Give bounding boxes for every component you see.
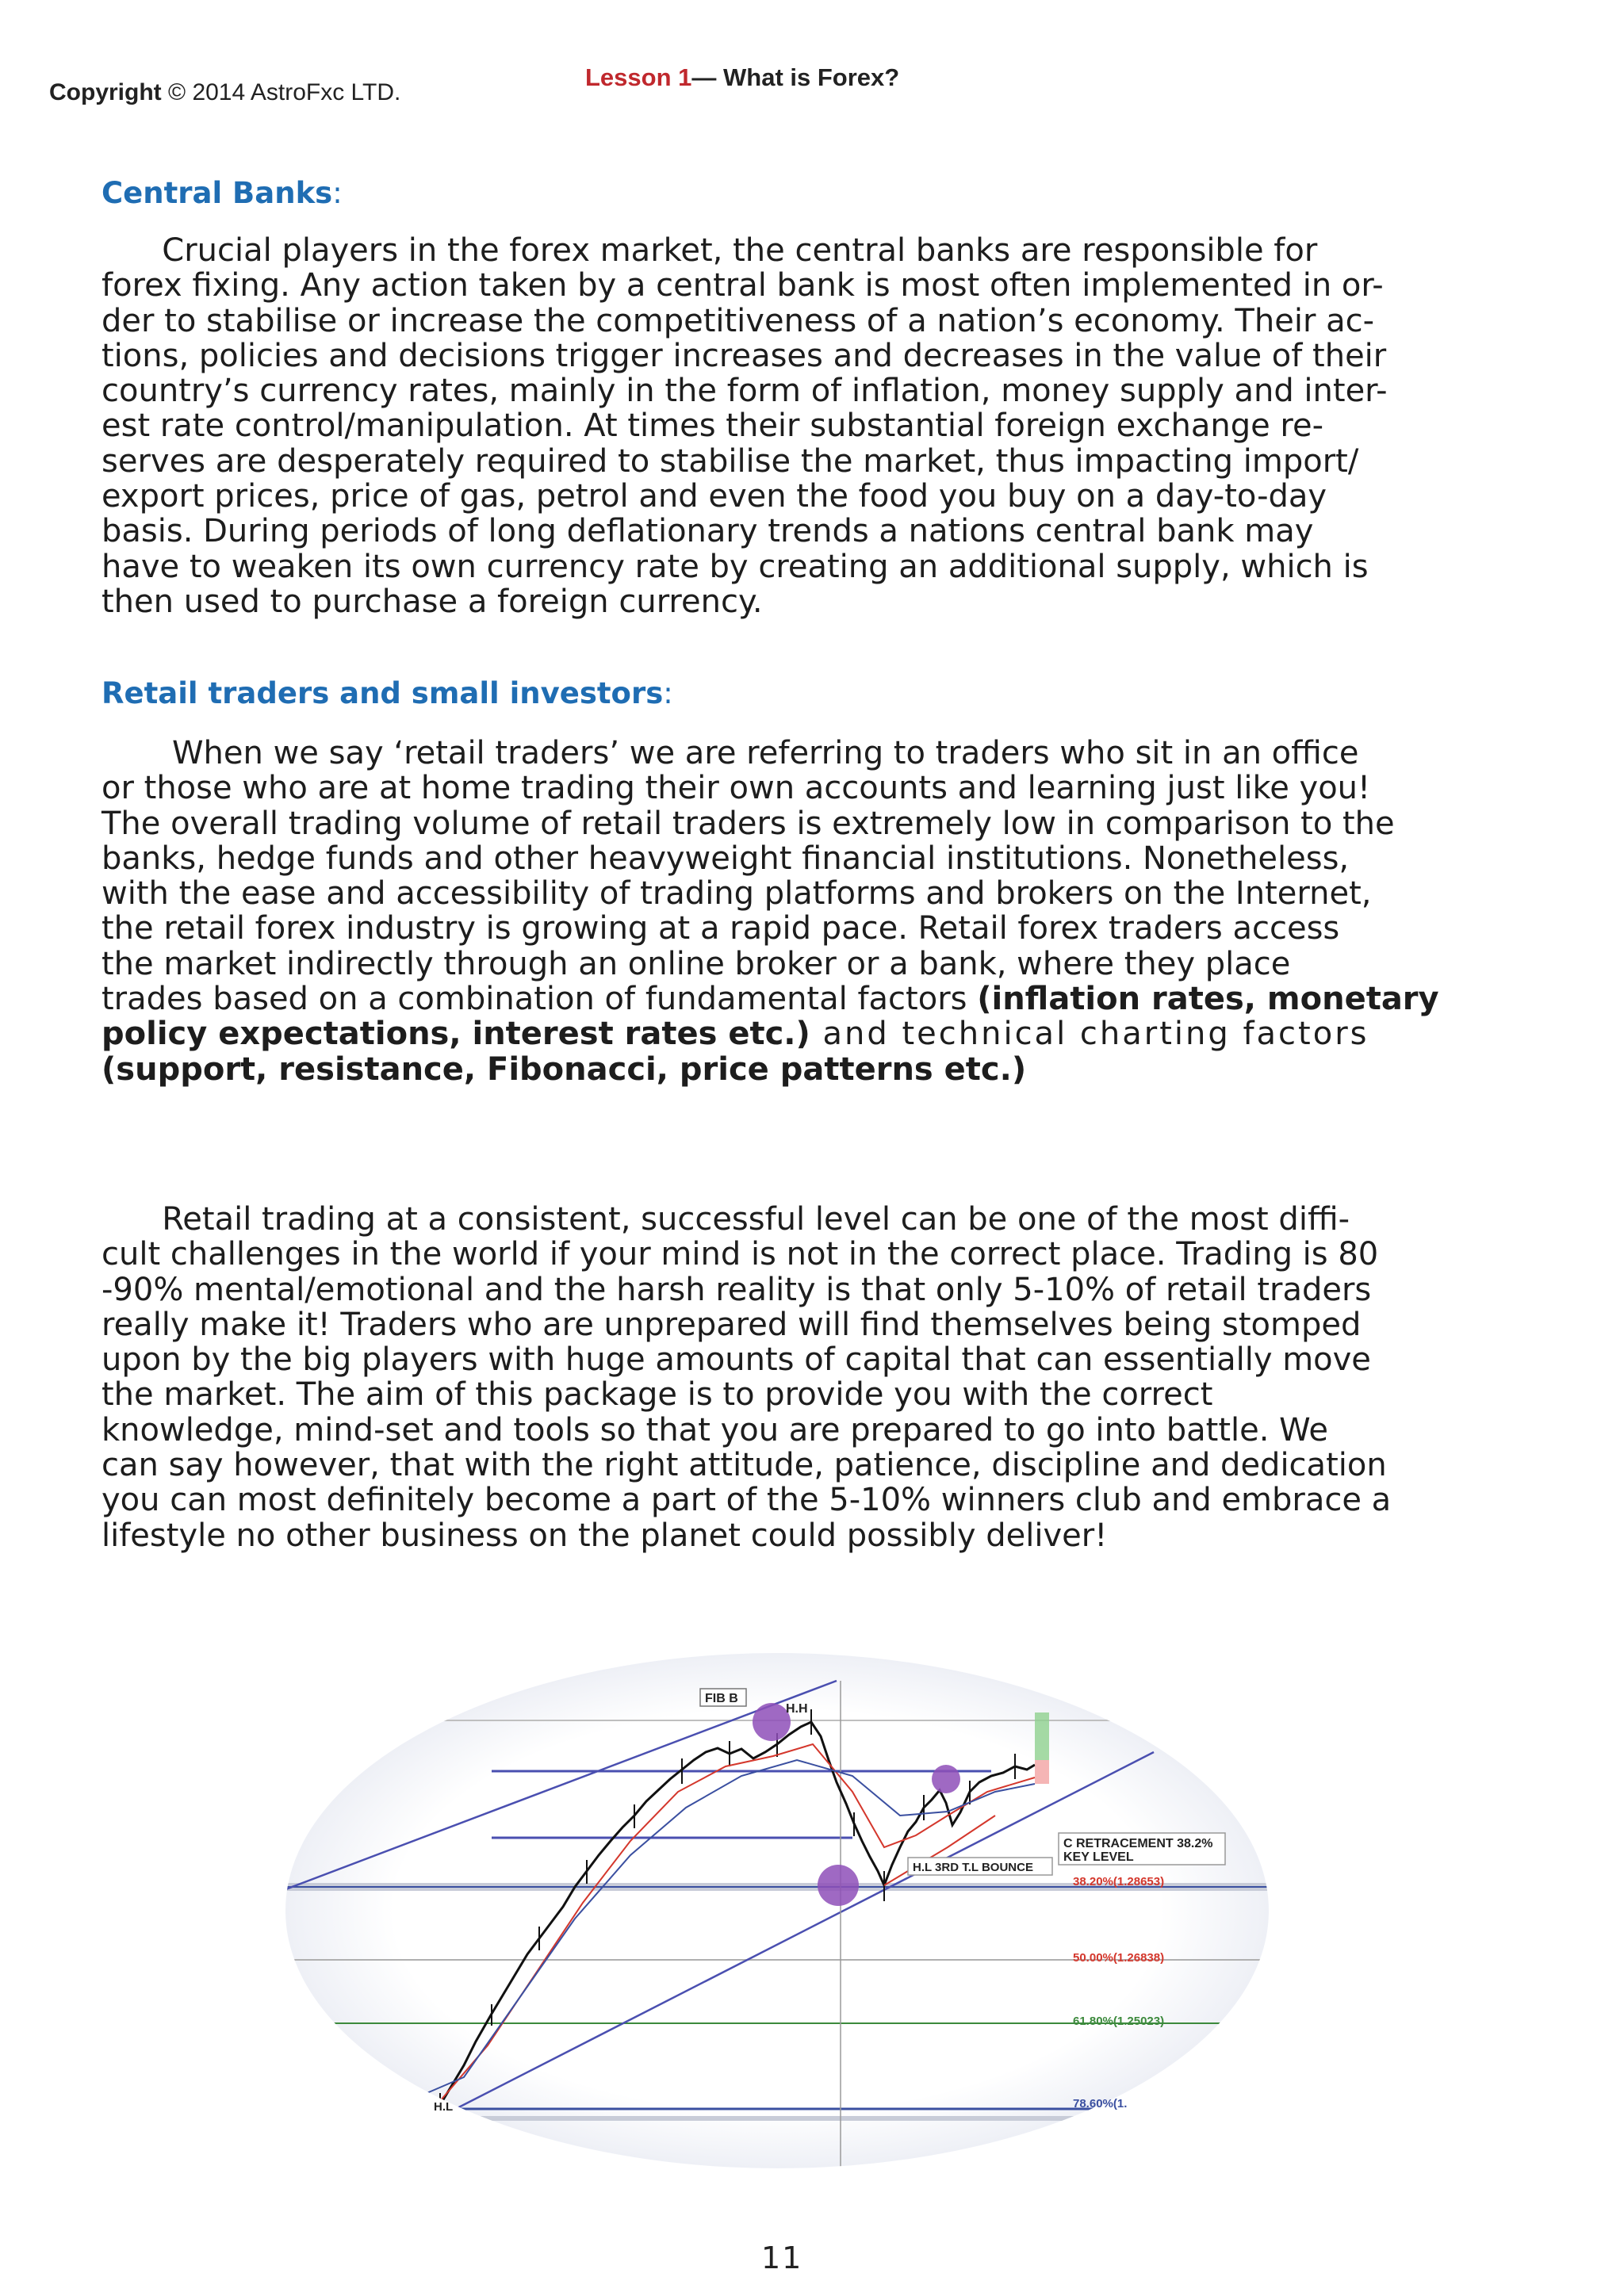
- higher-low-label: H.L: [434, 2100, 454, 2114]
- copyright-notice: [49, 79, 400, 106]
- text-line: [102, 982, 1465, 1016]
- bounce-label: H.L 3RD T.L BOUNCE: [913, 1861, 1033, 1874]
- text-line: The overall trading volume of retail traders is extremely low in comparison to the: [102, 805, 1395, 842]
- copyright-text: © 2014 AstroFxc LTD.: [168, 79, 401, 105]
- text-line: serves are desperately required to stabilise the market, thus impacting import/: [102, 442, 1359, 480]
- text-line: you can most definitely become a part of the 5-10% winners club and embrace a: [102, 1482, 1392, 1519]
- text-line: with the ease and accessibility of trading platforms and brokers on the Internet,: [102, 875, 1372, 913]
- text-line: -90% mental/emotional and the harsh reality is that only 5-10% of retail traders: [102, 1271, 1372, 1308]
- text-bold: (inflation rates, monetary: [977, 981, 1439, 1018]
- text-line: [102, 1052, 1465, 1087]
- retracement-label: C RETRACEMENT 38.2%: [1063, 1837, 1213, 1850]
- higher-high-marker: [753, 1703, 791, 1741]
- bullish-candle-projection: [1035, 1712, 1049, 1760]
- text-line: forex fixing. Any action taken by a central bank is most often implemented in or-: [102, 267, 1384, 304]
- text-line: Retail trading at a consistent, successful level can be one of the most diffi-: [102, 1201, 1350, 1238]
- central-banks-paragraph: [102, 233, 1465, 619]
- text-line: country’s currency rates, mainly in the form of inflation, money supply and inter-: [102, 373, 1388, 410]
- fib-b-label: FIB B: [705, 1692, 738, 1705]
- text-line: basis. During periods of long deflationary trends a nations central bank may: [102, 513, 1314, 550]
- text-line: knowledge, mind-set and tools so that you are prepared to go into battle. We: [102, 1411, 1328, 1448]
- retail-traders-heading: [102, 676, 673, 710]
- text-line: tions, policies and decisions trigger increases and decreases in the value of their: [102, 337, 1387, 374]
- retail-traders-paragraph: [102, 736, 1465, 1087]
- text-line: upon by the big players with huge amounts of capital that can essentially move: [102, 1341, 1371, 1379]
- lesson-title: [585, 63, 899, 92]
- central-banks-heading: [102, 176, 343, 210]
- bearish-candle-projection: [1035, 1760, 1049, 1784]
- key-level-label: KEY LEVEL: [1063, 1850, 1134, 1864]
- text-line: the retail forex industry is growing at a rapid pace. Retail forex traders access: [102, 910, 1340, 947]
- text-line: can say however, that with the right attitude, patience, discipline and dedication: [102, 1447, 1387, 1484]
- text-line: then used to purchase a foreign currency.: [102, 583, 763, 620]
- text-plain: trades based on a combination of fundamental factors: [102, 981, 978, 1018]
- fib-382-label: 38.20%(1.28653): [1073, 1875, 1165, 1888]
- higher-low-marker: [818, 1865, 859, 1906]
- text-line: export prices, price of gas, petrol and even the food you buy on a day-to-day: [102, 478, 1327, 515]
- text-bold: (support, resistance, Fibonacci, price patterns etc.): [102, 1050, 1027, 1088]
- retail-heading-text: Retail traders and small investors: [102, 676, 664, 710]
- pullback-marker: [932, 1765, 960, 1793]
- text-line: When we say ‘retail traders’ we are referring to traders who sit in an office: [102, 735, 1359, 771]
- forex-chart-figure: [282, 1633, 1273, 2172]
- text-line: or those who are at home trading their own accounts and learning just like you!: [102, 770, 1371, 807]
- fib-618-label: 61.80%(1.25023): [1073, 2015, 1165, 2028]
- text-line: est rate control/manipulation. At times their substantial foreign exchange re-: [102, 408, 1324, 445]
- text-line: really make it! Traders who are unprepared will find themselves being stomped: [102, 1306, 1362, 1343]
- higher-high-label: H.H: [786, 1702, 808, 1716]
- text-bold: policy expectations, interest rates etc.): [102, 1016, 810, 1053]
- text-line: der to stabilise or increase the competitiveness of a nation’s economy. Their ac-: [102, 302, 1375, 339]
- page-number: 11: [761, 2241, 803, 2275]
- closing-paragraph: [102, 1202, 1465, 1553]
- text-line: the market. The aim of this package is to provide you with the correct: [102, 1376, 1213, 1414]
- text-plain: and technical charting factors: [810, 1016, 1369, 1053]
- lesson-subtitle: — What is Forex?: [691, 63, 900, 91]
- text-line: [102, 1016, 1465, 1051]
- chart-illustration: [282, 1633, 1273, 2172]
- text-line: Crucial players in the forex market, the central banks are responsible for: [102, 232, 1318, 269]
- central-banks-heading-text: Central Banks: [102, 176, 333, 210]
- heading-colon: :: [663, 676, 673, 710]
- fib-500-label: 50.00%(1.26838): [1073, 1951, 1165, 1965]
- copyright-label: Copyright: [49, 79, 162, 105]
- lesson-number: Lesson 1: [585, 63, 692, 91]
- text-line: banks, hedge funds and other heavyweight financial institutions. Nonetheless,: [102, 840, 1350, 877]
- fib-786-label: 78.60%(1.: [1073, 2097, 1128, 2110]
- text-line: the market indirectly through an online broker or a bank, where they place: [102, 945, 1291, 982]
- text-line: lifestyle no other business on the planet could possibly deliver!: [102, 1517, 1108, 1554]
- text-line: cult challenges in the world if your mind is not in the correct place. Trading is 80: [102, 1236, 1379, 1273]
- text-line: have to weaken its own currency rate by creating an additional supply, which is: [102, 548, 1369, 585]
- heading-colon: :: [332, 176, 343, 210]
